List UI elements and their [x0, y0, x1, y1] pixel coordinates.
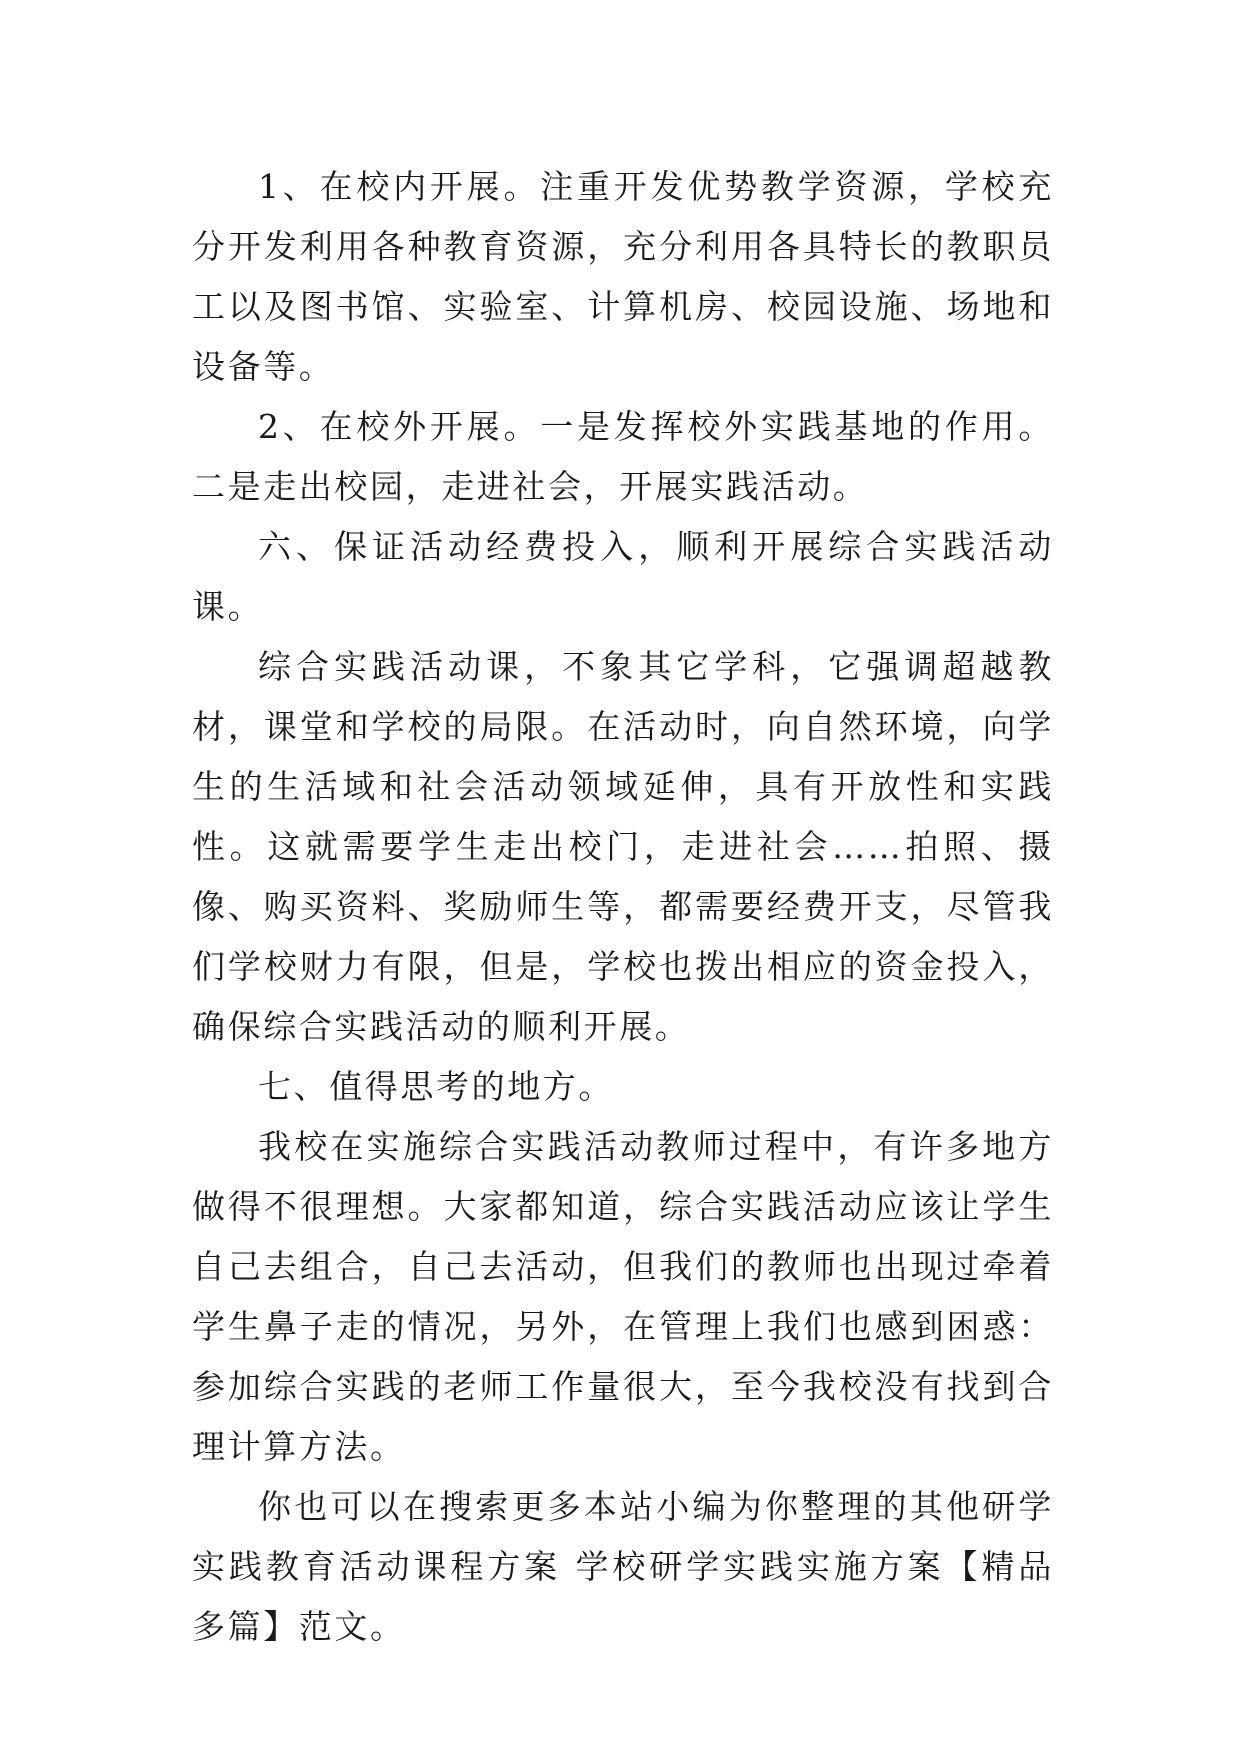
paragraph-more-info: 你也可以在搜索更多本站小编为你整理的其他研学实践教育活动课程方案 学校研学实践实施方案【精品多篇】范文。 — [192, 1487, 1054, 1646]
paragraph-out-of-school: 2、在校外开展。一是发挥校外实践基地的作用。二是走出校园，走进社会，开展实践活动。 — [192, 407, 1054, 506]
section-heading-funding: 六、保证活动经费投入，顺利开展综合实践活动课。 — [192, 527, 1054, 626]
paragraph-funding: 综合实践活动课，不象其它学科，它强调超越教材，课堂和学校的局限。在活动时，向自然环境，向学生的生活域和社会活动领域延伸，具有开放性和实践性。这就需要学生走出校门，走进社会……拍照、摄像、购买资料、奖励师生等，都需要经费开支，尽管我们学校财力有限，但是，学校也拨出相应的资金投入，确保综合实践活动的顺利开展。 — [192, 647, 1054, 1046]
paragraph-in-school: 1、在校内开展。注重开发优势教学资源，学校充分开发利用各种教育资源，充分利用各具特长的教职员工以及图书馆、实验室、计算机房、校园设施、场地和设备等。 — [192, 167, 1054, 386]
paragraph-reflection: 我校在实施综合实践活动教师过程中，有许多地方做得不很理想。大家都知道，综合实践活动应该让学生自己去组合，自己去活动，但我们的教师也出现过牵着学生鼻子走的情况，另外，在管理上我们也感到困惑：参加综合实践的老师工作量很大，至今我校没有找到合理计算方法。 — [192, 1127, 1054, 1466]
document-body — [192, 157, 1054, 1657]
section-heading-reflection: 七、值得思考的地方。 — [258, 1067, 614, 1106]
